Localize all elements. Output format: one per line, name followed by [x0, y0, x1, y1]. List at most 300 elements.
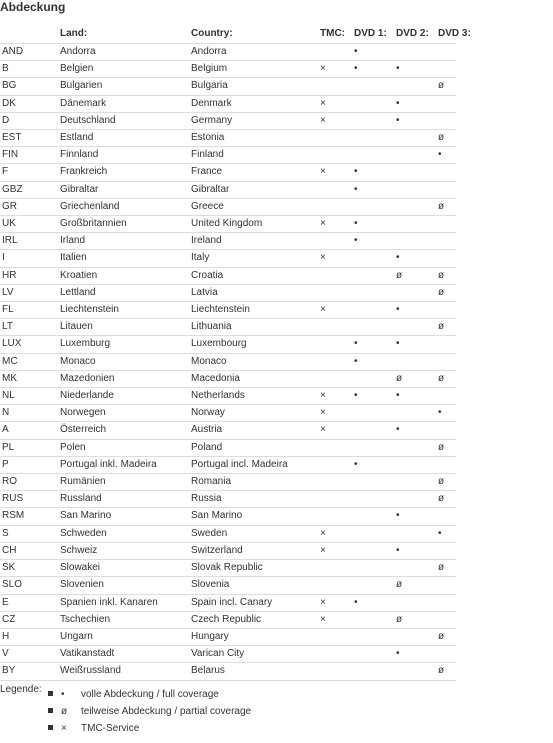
- cell-dvd3: [436, 95, 456, 112]
- cell-dvd1: •: [352, 336, 394, 353]
- cell-tmc: [318, 628, 352, 645]
- cell-country: Sweden: [189, 525, 318, 542]
- cell-tmc: [318, 267, 352, 284]
- cell-dvd3: [436, 594, 456, 611]
- cell-dvd2: [394, 130, 436, 147]
- cell-land: Spanien inkl. Kanaren: [58, 594, 189, 611]
- cell-dvd2: ø: [394, 267, 436, 284]
- cell-tmc: [318, 491, 352, 508]
- cell-land: Bulgarien: [58, 78, 189, 95]
- cell-dvd1: [352, 147, 394, 164]
- cell-tmc: [318, 284, 352, 301]
- cell-dvd1: [352, 474, 394, 491]
- cell-dvd3: [436, 164, 456, 181]
- cell-code: CZ: [0, 611, 58, 628]
- cell-dvd1: [352, 663, 394, 680]
- cell-tmc: [318, 198, 352, 215]
- cell-dvd1: [352, 112, 394, 129]
- cell-dvd2: [394, 147, 436, 164]
- cell-dvd2: ø: [394, 577, 436, 594]
- cell-tmc: ×: [318, 112, 352, 129]
- cell-dvd2: [394, 474, 436, 491]
- cell-dvd2: [394, 594, 436, 611]
- cell-land: Weißrussland: [58, 663, 189, 680]
- cell-dvd3: [436, 508, 456, 525]
- cell-land: Russland: [58, 491, 189, 508]
- cell-dvd2: [394, 628, 436, 645]
- cell-tmc: ×: [318, 525, 352, 542]
- cell-code: SK: [0, 560, 58, 577]
- cell-land: Italien: [58, 250, 189, 267]
- cell-land: Litauen: [58, 319, 189, 336]
- table-row: [0, 439, 456, 456]
- cell-dvd1: [352, 198, 394, 215]
- cell-dvd3: [436, 302, 456, 319]
- cell-dvd3: ø: [436, 370, 456, 387]
- cell-land: Niederlande: [58, 388, 189, 405]
- cell-dvd2: [394, 405, 436, 422]
- cell-dvd3: [436, 388, 456, 405]
- cell-land: Gibraltar: [58, 181, 189, 198]
- table-row: [0, 474, 456, 491]
- cell-code: S: [0, 525, 58, 542]
- cell-land: Dänemark: [58, 95, 189, 112]
- cell-land: Schweden: [58, 525, 189, 542]
- cell-code: D: [0, 112, 58, 129]
- cell-dvd1: [352, 577, 394, 594]
- cell-dvd1: [352, 611, 394, 628]
- cell-dvd1: [352, 405, 394, 422]
- table-row: [0, 508, 456, 525]
- table-row: [0, 302, 456, 319]
- cell-country: Austria: [189, 422, 318, 439]
- table-row: [0, 456, 456, 473]
- cell-country: Greece: [189, 198, 318, 215]
- cell-dvd1: [352, 250, 394, 267]
- cell-land: Liechtenstein: [58, 302, 189, 319]
- cell-tmc: [318, 474, 352, 491]
- cell-country: Estonia: [189, 130, 318, 147]
- cell-code: V: [0, 646, 58, 663]
- table-row: [0, 164, 456, 181]
- cell-land: Rumänien: [58, 474, 189, 491]
- cell-dvd2: •: [394, 508, 436, 525]
- cell-code: LV: [0, 284, 58, 301]
- page-title: Abdeckung: [0, 0, 66, 14]
- cell-code: MK: [0, 370, 58, 387]
- cell-dvd1: [352, 628, 394, 645]
- cell-code: CH: [0, 542, 58, 559]
- cell-tmc: [318, 560, 352, 577]
- cell-code: LUX: [0, 336, 58, 353]
- cell-tmc: [318, 44, 352, 61]
- table-row: [0, 560, 456, 577]
- cell-dvd1: [352, 525, 394, 542]
- cell-dvd1: [352, 319, 394, 336]
- cell-dvd2: [394, 44, 436, 61]
- table-row: [0, 319, 456, 336]
- cell-dvd1: [352, 130, 394, 147]
- cell-code: EST: [0, 130, 58, 147]
- cell-land: Andorra: [58, 44, 189, 61]
- cell-code: BG: [0, 78, 58, 95]
- cell-dvd1: •: [352, 181, 394, 198]
- table-row: [0, 61, 456, 78]
- cell-code: SLO: [0, 577, 58, 594]
- cell-land: San Marino: [58, 508, 189, 525]
- cell-country: Luxembourg: [189, 336, 318, 353]
- table-row: [0, 594, 456, 611]
- cell-dvd1: •: [352, 353, 394, 370]
- cell-code: BY: [0, 663, 58, 680]
- table-row: [0, 646, 456, 663]
- cell-dvd3: ø: [436, 560, 456, 577]
- cell-land: Frankreich: [58, 164, 189, 181]
- cell-country: Macedonia: [189, 370, 318, 387]
- table-row: [0, 130, 456, 147]
- cell-dvd3: [436, 336, 456, 353]
- cell-code: GR: [0, 198, 58, 215]
- legend-text: teilweise Abdeckung / partial coverage: [81, 706, 252, 717]
- cell-tmc: ×: [318, 302, 352, 319]
- cell-land: Finnland: [58, 147, 189, 164]
- legend-symbol: ø: [61, 706, 68, 717]
- cell-tmc: ×: [318, 61, 352, 78]
- cell-dvd2: [394, 456, 436, 473]
- cell-tmc: [318, 130, 352, 147]
- table-row: [0, 422, 456, 439]
- cell-dvd2: •: [394, 388, 436, 405]
- cell-dvd1: •: [352, 594, 394, 611]
- cell-code: AND: [0, 44, 58, 61]
- cell-country: Italy: [189, 250, 318, 267]
- table-row: [0, 405, 456, 422]
- cell-land: Polen: [58, 439, 189, 456]
- cell-country: Andorra: [189, 44, 318, 61]
- table-row: [0, 284, 456, 301]
- cell-dvd2: [394, 525, 436, 542]
- table-row: [0, 181, 456, 198]
- cell-dvd3: [436, 216, 456, 233]
- cell-tmc: ×: [318, 422, 352, 439]
- cell-country: Poland: [189, 439, 318, 456]
- cell-tmc: [318, 233, 352, 250]
- cell-dvd3: ø: [436, 439, 456, 456]
- header-code: [0, 26, 58, 44]
- cell-land: Großbritannien: [58, 216, 189, 233]
- cell-code: NL: [0, 388, 58, 405]
- cell-tmc: [318, 370, 352, 387]
- cell-dvd3: [436, 577, 456, 594]
- cell-dvd1: [352, 508, 394, 525]
- cell-dvd3: [436, 250, 456, 267]
- cell-dvd3: ø: [436, 267, 456, 284]
- cell-tmc: [318, 147, 352, 164]
- table-row: [0, 370, 456, 387]
- cell-tmc: ×: [318, 250, 352, 267]
- cell-land: Lettland: [58, 284, 189, 301]
- cell-dvd2: [394, 663, 436, 680]
- cell-dvd2: •: [394, 250, 436, 267]
- cell-land: Ungarn: [58, 628, 189, 645]
- cell-dvd1: [352, 646, 394, 663]
- table-row: [0, 336, 456, 353]
- table-row: [0, 491, 456, 508]
- cell-country: Monaco: [189, 353, 318, 370]
- cell-dvd2: •: [394, 112, 436, 129]
- cell-dvd2: ø: [394, 370, 436, 387]
- cell-tmc: ×: [318, 164, 352, 181]
- cell-land: Österreich: [58, 422, 189, 439]
- table-row: [0, 198, 456, 215]
- cell-dvd1: [352, 542, 394, 559]
- cell-dvd2: •: [394, 542, 436, 559]
- cell-country: Gibraltar: [189, 181, 318, 198]
- cell-dvd2: •: [394, 422, 436, 439]
- cell-land: Luxemburg: [58, 336, 189, 353]
- cell-dvd2: [394, 560, 436, 577]
- cell-tmc: [318, 319, 352, 336]
- legend-title: Legende:: [0, 684, 42, 695]
- cell-country: Latvia: [189, 284, 318, 301]
- header-dvd3: DVD 3:: [436, 26, 456, 44]
- cell-dvd3: [436, 422, 456, 439]
- cell-dvd2: [394, 353, 436, 370]
- cell-country: Portugal incl. Madeira: [189, 456, 318, 473]
- cell-dvd3: [436, 233, 456, 250]
- cell-code: GBZ: [0, 181, 58, 198]
- table-row: [0, 577, 456, 594]
- cell-country: Romania: [189, 474, 318, 491]
- cell-country: Russia: [189, 491, 318, 508]
- legend-item: [48, 705, 251, 719]
- cell-country: Slovak Republic: [189, 560, 318, 577]
- cell-dvd1: •: [352, 61, 394, 78]
- legend-item: [48, 722, 139, 736]
- cell-land: Portugal inkl. Madeira: [58, 456, 189, 473]
- cell-dvd1: •: [352, 164, 394, 181]
- cell-country: Ireland: [189, 233, 318, 250]
- cell-code: B: [0, 61, 58, 78]
- table-row: [0, 78, 456, 95]
- cell-code: RUS: [0, 491, 58, 508]
- table-body: [0, 44, 456, 681]
- cell-dvd3: ø: [436, 319, 456, 336]
- cell-code: DK: [0, 95, 58, 112]
- table-row: [0, 388, 456, 405]
- coverage-table: [0, 26, 471, 681]
- cell-dvd2: [394, 491, 436, 508]
- cell-tmc: ×: [318, 594, 352, 611]
- bullet-icon: [48, 725, 53, 730]
- cell-code: FL: [0, 302, 58, 319]
- cell-country: Slovenia: [189, 577, 318, 594]
- cell-code: E: [0, 594, 58, 611]
- cell-dvd2: [394, 181, 436, 198]
- cell-tmc: ×: [318, 611, 352, 628]
- cell-tmc: ×: [318, 95, 352, 112]
- cell-country: Germany: [189, 112, 318, 129]
- cell-land: Monaco: [58, 353, 189, 370]
- cell-country: Spain incl. Canary: [189, 594, 318, 611]
- cell-country: Switzerland: [189, 542, 318, 559]
- cell-dvd1: [352, 95, 394, 112]
- cell-code: UK: [0, 216, 58, 233]
- cell-tmc: [318, 456, 352, 473]
- table-row: [0, 525, 456, 542]
- cell-dvd3: ø: [436, 663, 456, 680]
- cell-dvd3: •: [436, 405, 456, 422]
- cell-dvd2: [394, 233, 436, 250]
- cell-dvd3: [436, 44, 456, 61]
- cell-code: I: [0, 250, 58, 267]
- cell-dvd2: [394, 216, 436, 233]
- cell-dvd3: [436, 542, 456, 559]
- cell-country: Belarus: [189, 663, 318, 680]
- cell-dvd3: ø: [436, 198, 456, 215]
- cell-country: Lithuania: [189, 319, 318, 336]
- cell-dvd2: [394, 198, 436, 215]
- header-dvd1: DVD 1:: [352, 26, 394, 44]
- cell-dvd3: •: [436, 525, 456, 542]
- cell-tmc: [318, 181, 352, 198]
- cell-dvd2: [394, 319, 436, 336]
- legend-symbol: •: [61, 689, 65, 700]
- cell-code: FIN: [0, 147, 58, 164]
- cell-dvd3: ø: [436, 284, 456, 301]
- cell-dvd1: [352, 370, 394, 387]
- cell-dvd2: •: [394, 302, 436, 319]
- table-header-row: [0, 26, 456, 44]
- cell-dvd1: •: [352, 388, 394, 405]
- cell-dvd3: ø: [436, 628, 456, 645]
- cell-country: Denmark: [189, 95, 318, 112]
- cell-dvd3: [436, 181, 456, 198]
- table-row: [0, 663, 456, 680]
- cell-dvd1: •: [352, 233, 394, 250]
- cell-dvd1: [352, 78, 394, 95]
- legend-symbol: ×: [61, 723, 67, 734]
- cell-land: Mazedonien: [58, 370, 189, 387]
- cell-dvd3: ø: [436, 491, 456, 508]
- cell-tmc: [318, 78, 352, 95]
- cell-country: Bulgaria: [189, 78, 318, 95]
- cell-land: Kroatien: [58, 267, 189, 284]
- table-row: [0, 112, 456, 129]
- cell-dvd2: [394, 439, 436, 456]
- cell-country: Czech Republic: [189, 611, 318, 628]
- cell-land: Tschechien: [58, 611, 189, 628]
- header-dvd2: DVD 2:: [394, 26, 436, 44]
- cell-land: Slovenien: [58, 577, 189, 594]
- cell-tmc: ×: [318, 542, 352, 559]
- cell-code: P: [0, 456, 58, 473]
- cell-tmc: [318, 508, 352, 525]
- cell-dvd1: [352, 302, 394, 319]
- header-country: Country:: [189, 26, 318, 44]
- cell-dvd3: [436, 456, 456, 473]
- bullet-icon: [48, 691, 53, 696]
- cell-dvd1: [352, 284, 394, 301]
- cell-dvd3: [436, 112, 456, 129]
- table-row: [0, 95, 456, 112]
- cell-land: Belgien: [58, 61, 189, 78]
- cell-dvd1: •: [352, 216, 394, 233]
- cell-land: Schweiz: [58, 542, 189, 559]
- cell-tmc: [318, 663, 352, 680]
- cell-land: Irland: [58, 233, 189, 250]
- cell-dvd1: [352, 491, 394, 508]
- cell-tmc: [318, 336, 352, 353]
- cell-code: N: [0, 405, 58, 422]
- bullet-icon: [48, 708, 53, 713]
- table-row: [0, 628, 456, 645]
- table-row: [0, 216, 456, 233]
- cell-country: Finland: [189, 147, 318, 164]
- cell-tmc: [318, 439, 352, 456]
- cell-dvd3: [436, 353, 456, 370]
- cell-country: Netherlands: [189, 388, 318, 405]
- cell-land: Vatikanstadt: [58, 646, 189, 663]
- table-row: [0, 233, 456, 250]
- cell-dvd1: •: [352, 44, 394, 61]
- cell-country: Varican City: [189, 646, 318, 663]
- cell-dvd3: ø: [436, 474, 456, 491]
- header-land: Land:: [58, 26, 189, 44]
- cell-tmc: [318, 646, 352, 663]
- cell-dvd1: •: [352, 456, 394, 473]
- cell-dvd2: ø: [394, 611, 436, 628]
- table-row: [0, 611, 456, 628]
- cell-tmc: ×: [318, 388, 352, 405]
- cell-dvd2: [394, 284, 436, 301]
- cell-code: PL: [0, 439, 58, 456]
- cell-dvd3: •: [436, 147, 456, 164]
- cell-tmc: [318, 577, 352, 594]
- cell-code: IRL: [0, 233, 58, 250]
- cell-dvd1: [352, 422, 394, 439]
- cell-tmc: [318, 353, 352, 370]
- cell-dvd3: ø: [436, 78, 456, 95]
- cell-country: Hungary: [189, 628, 318, 645]
- cell-country: Croatia: [189, 267, 318, 284]
- cell-code: H: [0, 628, 58, 645]
- cell-code: RO: [0, 474, 58, 491]
- cell-dvd2: •: [394, 336, 436, 353]
- legend-item: [48, 688, 219, 702]
- table-row: [0, 353, 456, 370]
- cell-country: San Marino: [189, 508, 318, 525]
- cell-dvd2: [394, 164, 436, 181]
- cell-dvd3: ø: [436, 130, 456, 147]
- cell-land: Estland: [58, 130, 189, 147]
- cell-code: RSM: [0, 508, 58, 525]
- legend-text: TMC-Service: [81, 723, 140, 734]
- cell-dvd3: [436, 611, 456, 628]
- table-row: [0, 44, 456, 61]
- cell-country: Belgium: [189, 61, 318, 78]
- cell-dvd2: [394, 78, 436, 95]
- cell-dvd1: [352, 560, 394, 577]
- cell-dvd1: [352, 267, 394, 284]
- table-row: [0, 250, 456, 267]
- cell-land: Griechenland: [58, 198, 189, 215]
- cell-tmc: ×: [318, 405, 352, 422]
- cell-country: Liechtenstein: [189, 302, 318, 319]
- cell-code: HR: [0, 267, 58, 284]
- cell-land: Norwegen: [58, 405, 189, 422]
- cell-country: United Kingdom: [189, 216, 318, 233]
